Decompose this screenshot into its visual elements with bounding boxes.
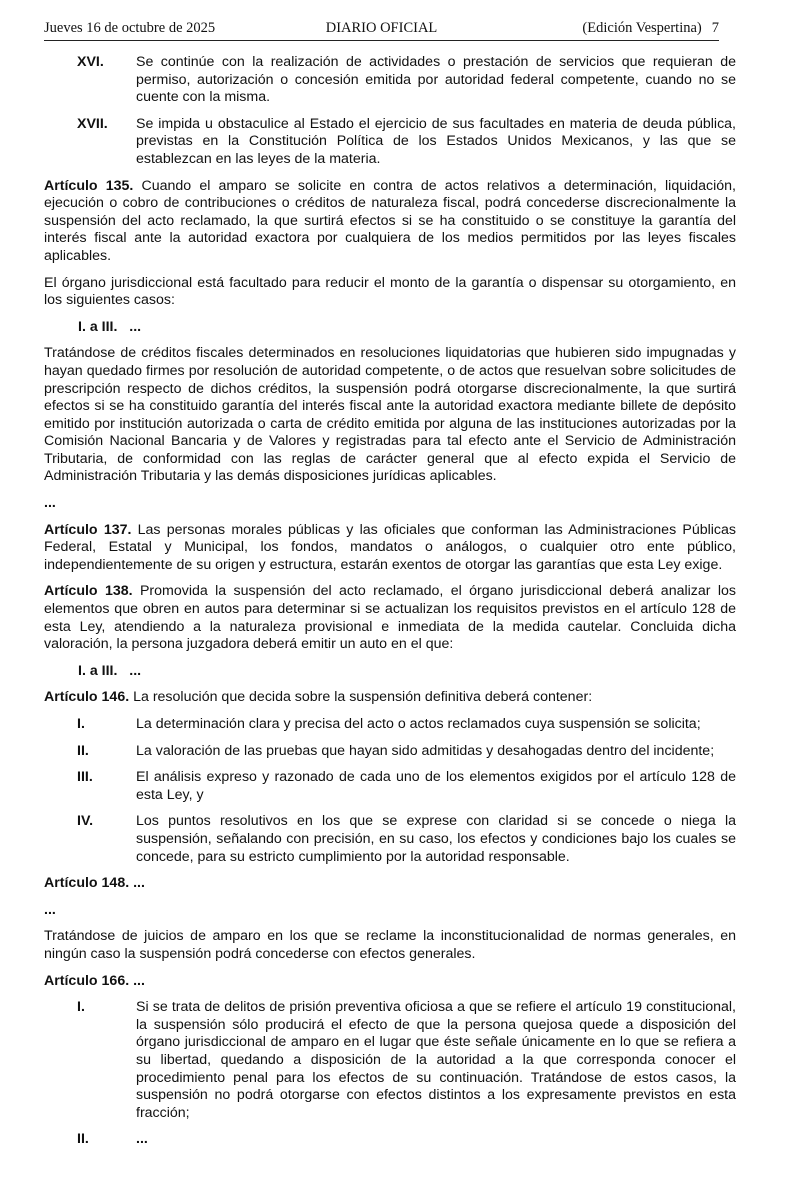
fraction-range: I. a III. ... <box>78 662 142 679</box>
item-number: I. <box>77 716 85 732</box>
article-label: Artículo 138. <box>44 583 133 600</box>
item-number: II. <box>77 742 89 759</box>
list-item <box>44 1131 736 1149</box>
item-text: El análisis expreso y razonado de cada uno de los elementos exigidos por el artículo 128 de esta Ley, y <box>136 769 736 803</box>
item-number: II. <box>77 1131 89 1148</box>
article-text: Promovida la suspensión del acto reclamado, el órgano jurisdiccional deberá analizar los elementos que obren en autos para determinar si se actualizan los requisitos previstos en el artículo 128 de esta Ley, atendiendo a la naturaleza provisional e inmediata de la medida cautelar. Concluida dicha valoración, la persona juzgadora deberá emitir un auto en el que: <box>44 583 736 653</box>
item-text: ... <box>136 1131 148 1148</box>
item-text: Los puntos resolutivos en los que se exprese con claridad si se concede o niega la suspensión, señalando con precisión, en su caso, los efectos y condiciones bajo los cuales se concede, para su estricto cumplimiento por la autoridad responsable. <box>136 813 736 865</box>
article-146 <box>44 689 736 707</box>
list-item <box>44 54 736 107</box>
page-header <box>44 20 719 41</box>
article-text: Cuando el amparo se solicite en contra de actos relativos a determinación, liquidación, ejecución o cobro de contribuciones o créditos de naturaleza fiscal, podrá concederse discrecionalmente la suspensión del acto reclamado, la que surtirá efectos si se ha constituido o se constituye la garantía del interés fiscal ante la autoridad exactora por cualquiera de los medios permitidos por las leyes fiscales aplicables. <box>44 177 737 264</box>
item-text: Se continúe con la realización de actividades o prestación de servicios que requieran de permiso, autorización o concesión emitida por autoridad federal competente, cuando no se cuente con la misma. <box>136 54 736 106</box>
list-item <box>44 116 736 169</box>
item-number: IV. <box>77 813 94 830</box>
item-number: I. <box>77 999 85 1016</box>
article-148-label: Artículo 148. ... <box>44 875 145 892</box>
article-166-label: Artículo 166. ... <box>44 972 145 989</box>
article-text: La resolución que decida sobre la suspensión definitiva deberá contener: <box>129 689 593 706</box>
header-edition: (Edición Vespertina) <box>582 20 702 36</box>
list-item <box>44 769 736 804</box>
item-text: Si se trata de delitos de prisión preventiva oficiosa a que se refiere el artículo 19 constitucional, la suspensión sólo producirá el efecto de que la persona quejosa quede a disposición del órgano jurisdiccional de amparo en el lugar que éste señale únicamente en lo que se refiera a su libertad, quedando a disposición de la autoridad a la que corresponda conocer el procedimiento penal para los efectos de su continuación. Tratándose de estos casos, la suspensión no podrá otorgarse con efectos distintos a los expresamente previstos en esta fracción; <box>136 999 736 1121</box>
fraction-range: I. a III. ... <box>78 318 142 335</box>
paragraph: Tratándose de créditos fiscales determinados en resoluciones liquidatorias que hubieren sido impugnadas y hayan quedado firmes por resolución de autoridad competente, o de actos que resuelvan sobre solicitudes de prescripción respecto de dichos créditos, la suspensión podrá otorgarse discrecionalmente, la que surtirá efectos si se ha constituido garantía del interés fiscal ante la autoridad exactora mediante billete de depósito emitido por institución autorizada o carta de crédito emitida por alguna de las instituciones autorizadas por la Comisión Nacional Bancaria y de Valores y registradas para tal efecto ante el Servicio de Administración Tributaria, de conformidad con las reglas de carácter general que al efecto expida el Servicio de Administración Tributaria y las demás disposiciones jurídicas aplicables. <box>44 345 736 485</box>
document-body <box>44 54 736 1149</box>
item-number: XVI. <box>77 54 104 70</box>
header-edition-page <box>582 20 719 37</box>
item-text: La valoración de las pruebas que hayan sido admitidas y desahogadas dentro del incidente; <box>136 742 715 759</box>
header-date: Jueves 16 de octubre de 2025 <box>44 20 216 36</box>
article-138 <box>44 583 736 653</box>
item-number: XVII. <box>77 115 108 132</box>
ellipsis: ... <box>44 495 56 512</box>
item-text: Se impida u obstaculice al Estado el ejercicio de sus facultades en materia de deuda pública, previstas en la Constitución Política de los Estados Unidos Mexicanos, y las que se establezcan en las leyes de la materia. <box>136 115 736 167</box>
item-text: La determinación clara y precisa del acto o actos reclamados cuya suspensión se solicita; <box>136 716 701 732</box>
header-page-number: 7 <box>711 20 719 36</box>
paragraph: Tratándose de juicios de amparo en los que se reclame la inconstitucionalidad de normas generales, en ningún caso la suspensión podrá concederse con efectos generales. <box>44 928 736 962</box>
ellipsis: ... <box>44 901 56 918</box>
list-item <box>44 716 736 734</box>
article-text: Las personas morales públicas y las oficiales que conforman las Administraciones Públicas Federal, Estatal y Municipal, los fondos, mandatos o análogos, o cualquier otro ente público, independientemente de su origen y estructura, estarán exentos de otorgar las garantías que esta Ley exige. <box>44 521 737 573</box>
article-label: Artículo 135. <box>44 177 134 194</box>
article-label: Artículo 146. <box>44 689 130 706</box>
paragraph: El órgano jurisdiccional está facultado para reducir el monto de la garantía o dispensar su otorgamiento, en los siguientes casos: <box>44 274 736 309</box>
list-item <box>44 743 736 761</box>
item-number: III. <box>77 769 93 786</box>
article-label: Artículo 137. <box>44 521 132 538</box>
list-item <box>44 813 736 866</box>
header-publication: DIARIO OFICIAL <box>325 20 438 36</box>
article-137 <box>44 522 736 575</box>
list-item <box>44 999 736 1122</box>
article-135 <box>44 178 736 266</box>
